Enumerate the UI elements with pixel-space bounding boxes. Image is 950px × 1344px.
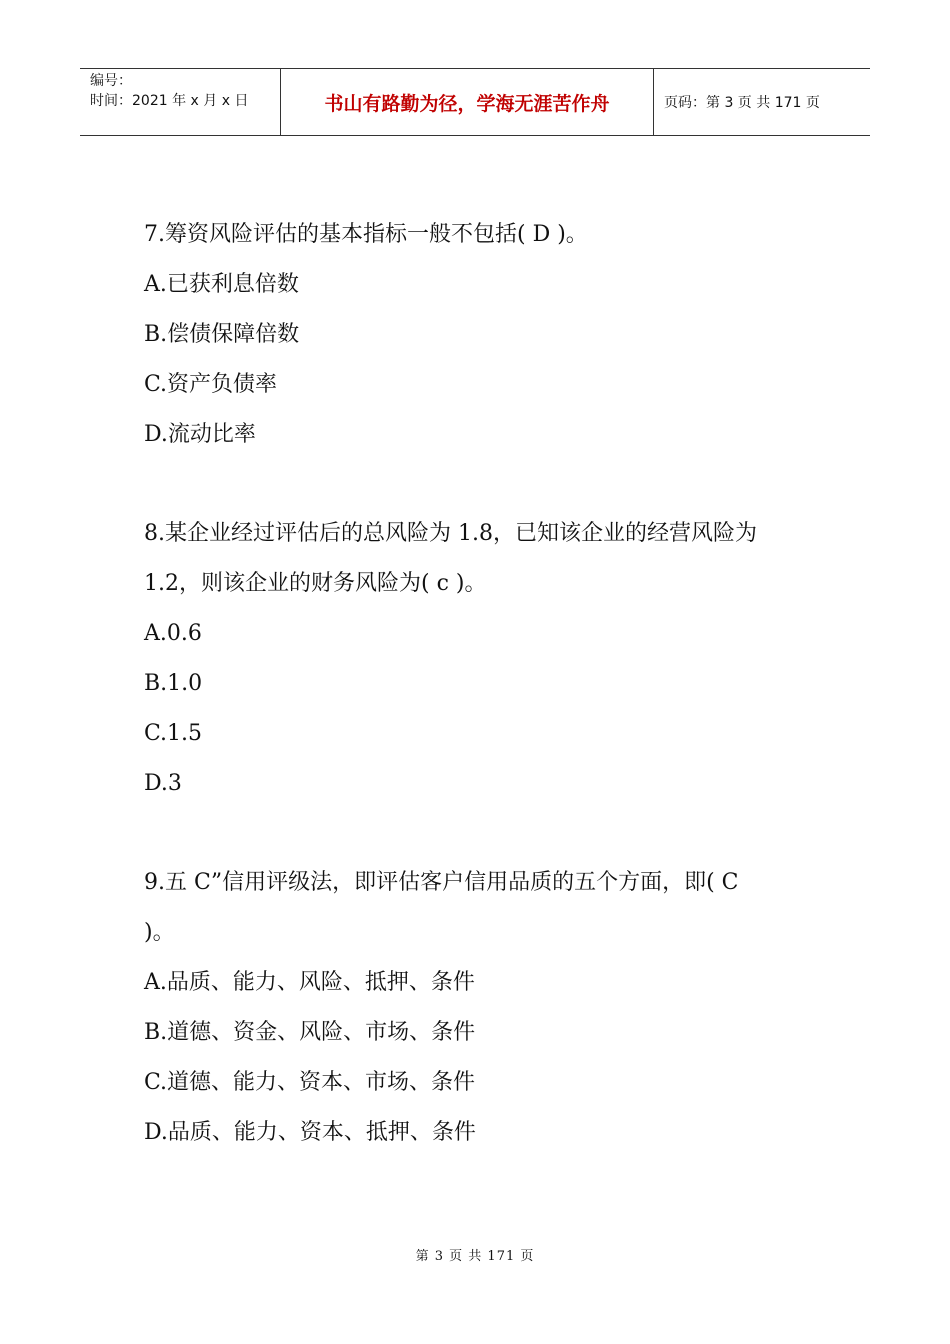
question-stem-cont: )。 <box>144 920 175 945</box>
header-left-cell <box>80 69 281 135</box>
motto-text: 书山有路勤为径，学海无涯苦作舟 <box>324 92 610 115</box>
option-c: C.1.5 <box>144 721 203 746</box>
question-stem: 9.五 C”信用评级法，即评估客户信用品质的五个方面，即( C <box>144 870 739 895</box>
time-label: 时间：2021 年 x 月 x 日 <box>90 93 249 109</box>
option-c: C.道德、能力、资本、市场、条件 <box>144 1070 476 1095</box>
option-d: D.流动比率 <box>144 422 256 447</box>
question-stem-cont: 1.2，则该企业的财务风险为( c )。 <box>144 571 487 596</box>
header-page-cell <box>654 69 870 135</box>
option-a: A.已获利息倍数 <box>144 272 299 297</box>
question-8 <box>144 509 824 809</box>
number-label: 编号： <box>90 73 132 89</box>
option-a: A.0.6 <box>144 621 202 646</box>
question-9 <box>144 858 824 1158</box>
question-stem: 7.筹资风险评估的基本指标一般不包括( D )。 <box>144 222 588 247</box>
question-stem: 8.某企业经过评估后的总风险为 1.8，已知该企业的经营风险为 <box>144 521 757 546</box>
question-7 <box>144 210 824 460</box>
page-info: 页码：第 3 页 共 171 页 <box>664 95 820 111</box>
option-d: D.品质、能力、资本、抵押、条件 <box>144 1120 476 1145</box>
option-b: B.道德、资金、风险、市场、条件 <box>144 1020 476 1045</box>
option-c: C.资产负债率 <box>144 372 278 397</box>
page-footer: 第 3 页 共 171 页 <box>415 1249 535 1264</box>
option-b: B.偿债保障倍数 <box>144 322 300 347</box>
question-content <box>144 210 824 1158</box>
page-header <box>80 68 870 136</box>
header-motto-cell <box>281 69 654 135</box>
option-b: B.1.0 <box>144 671 203 696</box>
option-d: D.3 <box>144 771 182 796</box>
option-a: A.品质、能力、风险、抵押、条件 <box>144 970 475 995</box>
